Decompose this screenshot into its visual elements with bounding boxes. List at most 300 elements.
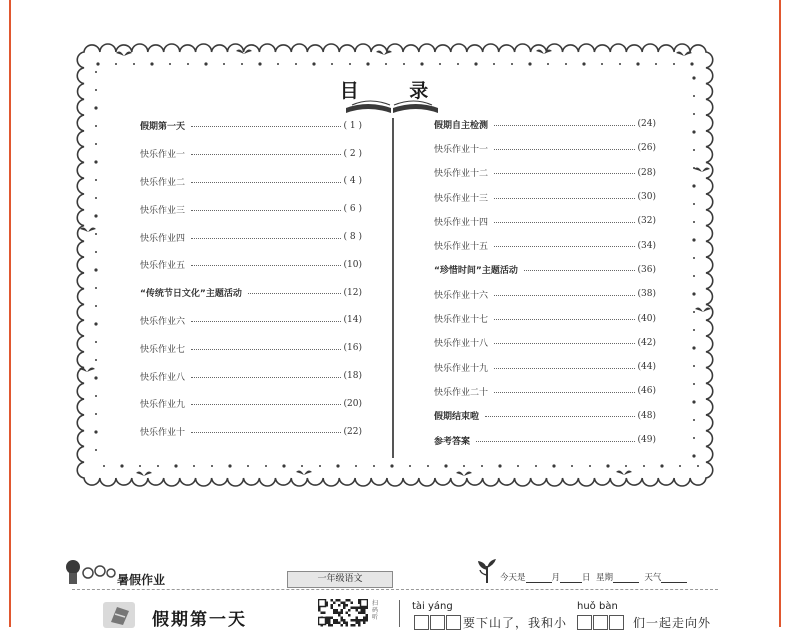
qr-module [333,602,336,605]
frame-ornament [95,251,97,253]
toc-entry[interactable] [140,140,362,168]
qr-module [338,622,341,625]
qr-module [338,612,341,615]
qr-module [341,609,344,612]
toc-entry-title: 快乐作业四 [140,233,186,244]
frame-ornament [693,329,695,331]
frame-ornament [673,63,675,65]
toc-entry-page: (40) [637,313,656,324]
qr-module [343,622,346,625]
toc-leader-dots [191,404,341,405]
frame-ornament [694,168,710,172]
frame-ornament [157,465,159,467]
qr-module [328,624,331,627]
grade-subject-label: 一年级语文 [287,571,393,588]
toc-entry[interactable] [140,362,362,390]
frame-ornament [95,125,97,127]
frame-ornament [693,275,695,277]
frame-ornament [616,471,632,475]
qr-module [366,619,369,622]
frame-ornament [336,464,339,467]
frame-ornament [301,465,303,467]
toc-entry-page: (34) [637,240,656,251]
toc-leader-dots [485,416,635,417]
qr-module [356,617,359,620]
toc-entry-title: 参考答案 [434,436,471,447]
frame-ornament [95,71,97,73]
weekday-blank[interactable] [613,572,639,583]
frame-ornament [80,228,96,232]
toc-entry[interactable] [434,258,656,282]
frame-ornament [211,465,213,467]
frame-ornament [693,203,695,205]
qr-module [363,619,366,622]
qr-module [356,609,359,612]
frame-ornament [692,400,695,403]
frame-ornament [552,464,555,467]
toc-leader-dots [494,368,635,369]
frame-ornament [511,63,513,65]
toc-entry[interactable] [140,251,362,279]
toc-entry-title: 快乐作业九 [140,400,186,411]
qr-module [358,612,361,615]
toc-entry[interactable] [434,161,656,185]
qr-module [346,604,349,607]
toc-leader-dots [494,149,635,150]
qr-module [348,614,351,617]
writing-grid-cell[interactable] [593,615,608,630]
qr-module [341,617,344,620]
toc-entry-page: ( 4 ) [343,176,362,187]
frame-ornament [692,238,695,241]
frame-ornament [133,63,135,65]
toc-entry-title: “珍惜时间”主题活动 [434,266,518,277]
toc-entry-title: 快乐作业一 [140,150,186,161]
frame-ornament [409,465,411,467]
toc-leader-dots [191,210,341,211]
toc-leader-dots [191,377,341,378]
frame-ornament [692,130,695,133]
toc-entry-title: 假期自主检测 [434,120,489,131]
frame-ornament [692,292,695,295]
header-rule [72,589,718,590]
month-blank[interactable] [526,572,552,583]
day-label: 日 [582,573,591,583]
reading-sentence: 们一起走向外 [633,616,712,630]
frame-ornament [690,62,693,65]
qr-module [351,607,354,610]
frame-ornament [139,465,141,467]
qr-module [353,624,356,627]
toc-entry-title: 快乐作业八 [140,372,186,383]
frame-ornament [528,62,531,65]
frame-ornament [95,449,97,451]
qr-module [336,612,339,615]
section-rule [399,600,400,627]
qr-module [353,607,356,610]
qr-module [356,607,359,610]
qr-module [346,612,349,615]
frame-ornament [517,465,519,467]
frame-ornament [373,465,375,467]
lesson-heading: 假期第一天 [152,610,247,630]
qr-module [323,612,326,615]
qr-module [346,624,349,627]
qr-module [341,619,344,622]
qr-module [318,609,321,612]
toc-leader-dots [191,126,341,127]
frame-ornament [456,472,472,476]
frame-ornament [692,346,695,349]
frame-ornament [655,63,657,65]
qr-module [351,624,354,627]
toc-entry[interactable] [140,418,362,446]
toc-entry-title: 快乐作业十四 [434,217,489,228]
frame-ornament [95,179,97,181]
frame-ornament [247,465,249,467]
writing-grid-cell[interactable] [446,615,461,630]
toc-leader-dots [494,246,635,247]
pinyin-annotation: huǒ bàn [577,601,618,612]
toc-entry-page: (20) [343,398,362,409]
toc-entry[interactable] [434,428,656,452]
toc-entry-page: (28) [637,167,656,178]
frame-ornament [94,214,97,217]
toc-entry-title: 假期第一天 [140,122,186,133]
frame-ornament [295,63,297,65]
writing-grid-cell[interactable] [577,615,592,630]
frame-ornament [331,63,333,65]
toc-entry[interactable] [434,112,656,136]
writing-grid-cell[interactable] [609,615,624,630]
qr-module [331,617,334,620]
toc-entry-title: 快乐作业二十 [434,387,489,398]
frame-ornament [457,63,459,65]
frame-ornament [427,465,429,467]
toc-entry-page: (16) [343,343,362,354]
qr-module [338,604,341,607]
frame-ornament [693,113,695,115]
qr-module [356,619,359,622]
toc-entry[interactable] [434,233,656,257]
weather-blank[interactable] [661,572,687,583]
frame-ornament [439,63,441,65]
toc-entry-title: 快乐作业十三 [434,193,489,204]
brand-cartoon-logo [62,556,118,586]
frame-ornament [116,52,132,56]
qr-module [336,599,339,602]
qr-module [333,609,336,612]
frame-ornament [498,464,501,467]
frame-ornament [277,63,279,65]
qr-module [331,624,334,627]
toc-entry-title: 快乐作业三 [140,205,186,216]
toc-right-column [434,112,656,452]
frame-ornament [94,106,97,109]
toc-leader-dots [191,238,341,239]
qr-module [361,612,364,615]
frame-ornament [481,465,483,467]
frame-ornament [676,52,692,56]
toc-entry-page: (32) [637,216,656,227]
frame-ornament [643,465,645,467]
toc-entry[interactable] [434,185,656,209]
frame-ornament [636,62,639,65]
frame-ornament [693,311,695,313]
toc-leader-dots [191,154,341,155]
reading-sentence: 要下山了，我和小 [463,616,568,630]
toc-entry-page: (42) [637,337,656,348]
toc-leader-dots [494,295,635,296]
frame-ornament [94,160,97,163]
toc-leader-dots [494,319,635,320]
frame-ornament [193,465,195,467]
frame-ornament [319,465,321,467]
frame-ornament [693,419,695,421]
qr-module [348,599,351,602]
frame-ornament [95,413,97,415]
toc-entry[interactable] [140,195,362,223]
frame-ornament [95,341,97,343]
toc-entry[interactable] [434,282,656,306]
toc-leader-dots [494,173,635,174]
qr-module [363,609,366,612]
toc-entry[interactable] [140,307,362,335]
qr-module [361,609,364,612]
toc-entry[interactable] [140,112,362,140]
toc-entry-page: (38) [637,289,656,300]
toc-leader-dots [191,182,341,183]
qr-module [331,599,334,602]
toc-entry-page: (36) [637,264,656,275]
toc-entry[interactable] [434,404,656,428]
month-label: 月 [551,573,561,583]
frame-ornament [223,63,225,65]
toc-entry[interactable] [434,379,656,403]
qr-module [351,619,354,622]
frame-ornament [241,63,243,65]
qr-module [321,612,324,615]
qr-module [336,609,339,612]
qr-module [343,604,346,607]
frame-ornament [95,305,97,307]
toc-leader-dots [494,125,635,126]
toc-entry-page: ( 8 ) [343,232,362,243]
frame-ornament [187,63,189,65]
qr-module [366,614,369,617]
toc-entry-page: (18) [343,371,362,382]
frame-ornament [693,221,695,223]
frame-ornament [582,62,585,65]
frame-ornament [174,464,177,467]
qr-module [328,617,331,620]
qr-finder [319,600,326,607]
toc-column-divider [392,118,394,458]
toc-entry[interactable] [140,334,362,362]
toc-entry[interactable] [140,279,362,307]
frame-ornament [692,184,695,187]
qr-module [333,619,336,622]
frame-ornament [94,430,97,433]
qr-module [348,609,351,612]
qr-module [341,602,344,605]
toc-entry[interactable] [434,136,656,160]
toc-leader-dots [494,198,635,199]
frame-ornament [493,63,495,65]
toc-entry-title: 快乐作业十五 [434,242,489,253]
frame-ornament [296,471,312,475]
toc-left-column [140,112,362,446]
frame-ornament [204,62,207,65]
qr-module [328,619,331,622]
frame-ornament [444,464,447,467]
toc-entry-title: 快乐作业二 [140,177,186,188]
toc-entry-title: 快乐作业十八 [434,339,489,350]
qr-module [358,622,361,625]
date-fill-line [500,571,687,583]
toc-leader-dots [524,270,635,271]
toc-entry[interactable] [140,390,362,418]
frame-ornament [420,62,423,65]
qr-code[interactable] [318,599,368,627]
frame-ornament [693,257,695,259]
qr-module [333,612,336,615]
toc-entry[interactable] [434,209,656,233]
toc-entry-title: 快乐作业五 [140,261,186,272]
frame-ornament [94,376,97,379]
toc-entry-page: (49) [637,435,656,445]
weekday-label: 星期 [595,573,613,583]
toc-entry-title: 快乐作业十九 [434,363,489,374]
frame-ornament [403,63,405,65]
writing-grid-cell[interactable] [430,615,445,630]
toc-entry-page: (22) [343,426,362,437]
qr-module [341,612,344,615]
toc-entry-page: (10) [343,259,362,270]
qr-module [363,622,366,625]
toc-entry[interactable] [140,168,362,196]
toc-leader-dots [494,343,635,344]
frame-ornament [282,464,285,467]
toc-entry[interactable] [434,355,656,379]
toc-entry-page: (48) [637,410,656,421]
frame-ornament [349,63,351,65]
qr-module [353,619,356,622]
qr-module [338,599,341,602]
frame-ornament [601,63,603,65]
frame-ornament [94,322,97,325]
toc-entry-title: 假期结束啦 [434,412,480,423]
frame-ornament [660,464,663,467]
frame-ornament [547,63,549,65]
toc-entry-page: ( 1 ) [343,120,362,131]
toc-entry-title: 快乐作业十六 [434,290,489,301]
qr-module [331,607,334,610]
frame-ornament [679,465,681,467]
frame-ornament [390,464,393,467]
toc-entry-page: (30) [637,192,656,203]
frame-ornament [95,143,97,145]
writing-grid-cell[interactable] [414,615,429,630]
qr-module [343,619,346,622]
frame-ornament [79,368,95,372]
frame-ornament [692,454,695,457]
toc-entry-page: (26) [637,143,656,154]
qr-module [358,624,361,627]
qr-module [351,602,354,605]
frame-ornament [95,359,97,361]
frame-ornament [589,465,591,467]
qr-module [333,622,336,625]
sprout-icon [476,558,498,584]
frame-ornament [95,287,97,289]
toc-entry-page: (44) [637,362,656,373]
frame-ornament [312,62,315,65]
frame-ornament [95,197,97,199]
toc-leader-dots [191,432,341,433]
qr-module [341,624,344,627]
frame-ornament [115,63,117,65]
frame-ornament [258,62,261,65]
lesson-badge-icon [103,602,135,628]
qr-module [366,617,369,620]
toc-entry-title: 快乐作业六 [140,316,186,327]
frame-ornament [693,149,695,151]
frame-ornament [120,464,123,467]
qr-module [336,619,339,622]
frame-ornament [535,465,537,467]
toc-entry-title: 快乐作业十一 [434,144,489,155]
frame-ornament [228,464,231,467]
qr-module [331,604,334,607]
toc-entry-title: 快乐作业十七 [434,315,489,326]
frame-ornament [385,63,387,65]
frame-ornament [695,308,711,312]
qr-module [346,622,349,625]
frame-ornament [619,63,621,65]
qr-module [338,614,341,617]
page-title: 目 录 [339,80,451,102]
brand-label: 暑假作业 [117,573,166,587]
qr-module [356,622,359,625]
frame-ornament [606,464,609,467]
pinyin-annotation: tài yáng [412,601,453,612]
qr-module [361,619,364,622]
day-blank[interactable] [560,572,582,583]
toc-entry-page: (46) [637,386,656,397]
qr-note: 扫码听 [372,600,379,621]
toc-leader-dots [494,222,635,223]
frame-ornament [474,62,477,65]
toc-entry-page: (14) [343,315,362,326]
qr-module [358,619,361,622]
frame-ornament [463,465,465,467]
frame-ornament [571,465,573,467]
frame-ornament [565,63,567,65]
frame-ornament [693,437,695,439]
toc-entry-page: (24) [637,119,656,130]
frame-ornament [355,465,357,467]
toc-entry[interactable] [140,223,362,251]
toc-entry[interactable] [434,306,656,330]
toc-entry-title: “传统节日文化”主题活动 [140,289,242,300]
qr-finder [319,618,326,625]
toc-entry[interactable] [434,331,656,355]
toc-leader-dots [191,321,341,322]
toc-entry-page: (12) [343,287,362,298]
date-prefix: 今天是 [500,573,526,583]
frame-ornament [625,465,627,467]
